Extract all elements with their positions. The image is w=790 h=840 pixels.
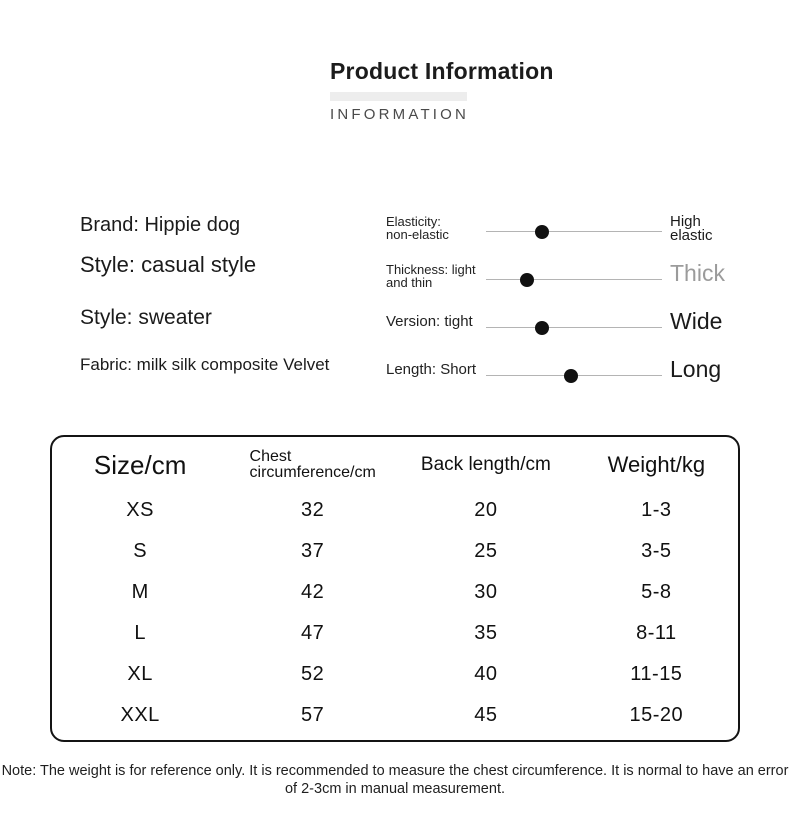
title-underline-bar [330, 92, 467, 101]
slider-version-left-label: Version: tight [386, 313, 473, 330]
slider-dot-3 [564, 369, 578, 383]
col-header-chest-line2: circumference/cm [249, 464, 376, 481]
col-header-chest [228, 440, 397, 490]
slider-length-left-label: Length: Short [386, 361, 477, 378]
col-header-size: Size/cm [93, 449, 187, 480]
table-cell-size-xs: XS [126, 499, 154, 521]
table-cell-weight-s: 3-5 [641, 540, 672, 562]
slider-elasticity-right-label [670, 215, 713, 243]
table-cell-weight-xxl: 15-20 [629, 704, 684, 726]
table-cell-weight-xl: 11-15 [630, 663, 683, 685]
col-header-back-length: Back length/cm [420, 454, 551, 475]
measurement-note: Note: The weight is for reference only. It is recommended to measure the chest circumference. It is normal to have an error of 2-3cm in manual measurement. [1, 763, 789, 797]
table-cell-chest-xl: 52 [301, 663, 325, 685]
table-cell-weight-xs: 1-3 [641, 499, 672, 521]
slider-elasticity-track [486, 231, 662, 232]
table-cell-chest-l: 47 [301, 622, 325, 644]
slider-length-track [486, 375, 662, 376]
slider-thickness-right-label: Thick [670, 260, 725, 286]
col-header-weight: Weight/kg [607, 452, 706, 477]
col-header-chest-line1: Chest [249, 448, 292, 465]
slider-elasticity [386, 214, 731, 254]
table-cell-chest-xs: 32 [301, 499, 325, 521]
table-cell-back-xl: 40 [474, 663, 498, 685]
slider-elasticity-left-line2: non-elastic [386, 227, 449, 242]
table-cell-chest-xxl: 57 [301, 704, 325, 726]
slider-thickness-left-line1: Thickness: light [386, 262, 476, 277]
table-cell-size-xl: XL [127, 663, 153, 685]
slider-elasticity-right-line1: High [670, 213, 701, 230]
slider-length-right-label: Long [670, 356, 722, 382]
table-cell-weight-m: 5-8 [641, 581, 672, 603]
slider-dot-1 [520, 273, 534, 287]
slider-thickness-left-line2: and thin [386, 275, 433, 290]
table-cell-back-xs: 20 [474, 499, 498, 521]
slider-thickness-track [486, 279, 662, 280]
table-cell-size-xxl: XXL [120, 704, 160, 726]
detail-style-casual: Style: casual style [80, 252, 257, 277]
size-table [50, 435, 740, 742]
slider-elasticity-left-line1: Elasticity: [386, 214, 441, 229]
slider-version [386, 310, 731, 350]
detail-fabric: Fabric: milk silk composite Velvet [80, 355, 330, 374]
detail-style-sweater: Style: sweater [80, 306, 212, 329]
slider-version-track [486, 327, 662, 328]
page-subtitle: INFORMATION [330, 106, 470, 123]
slider-thickness-left-label [386, 263, 476, 289]
page-title: Product Information [330, 58, 554, 84]
table-cell-back-l: 35 [474, 622, 498, 644]
slider-version-right-label: Wide [670, 308, 723, 334]
slider-elasticity-right-line2: elastic [670, 227, 713, 244]
table-cell-back-m: 30 [474, 581, 498, 603]
slider-dot-2 [535, 321, 549, 335]
slider-length [386, 358, 731, 398]
table-cell-size-m: M [131, 581, 149, 603]
table-cell-chest-m: 42 [301, 581, 325, 603]
slider-thickness [386, 262, 731, 302]
table-cell-size-l: L [134, 622, 146, 644]
table-cell-chest-s: 37 [301, 540, 325, 562]
table-cell-back-s: 25 [474, 540, 498, 562]
detail-brand: Brand: Hippie dog [80, 214, 241, 236]
slider-elasticity-left-label [386, 215, 449, 241]
table-cell-back-xxl: 45 [474, 704, 498, 726]
table-cell-weight-l: 8-11 [636, 622, 677, 644]
table-cell-size-s: S [133, 540, 148, 562]
slider-dot-0 [535, 225, 549, 239]
